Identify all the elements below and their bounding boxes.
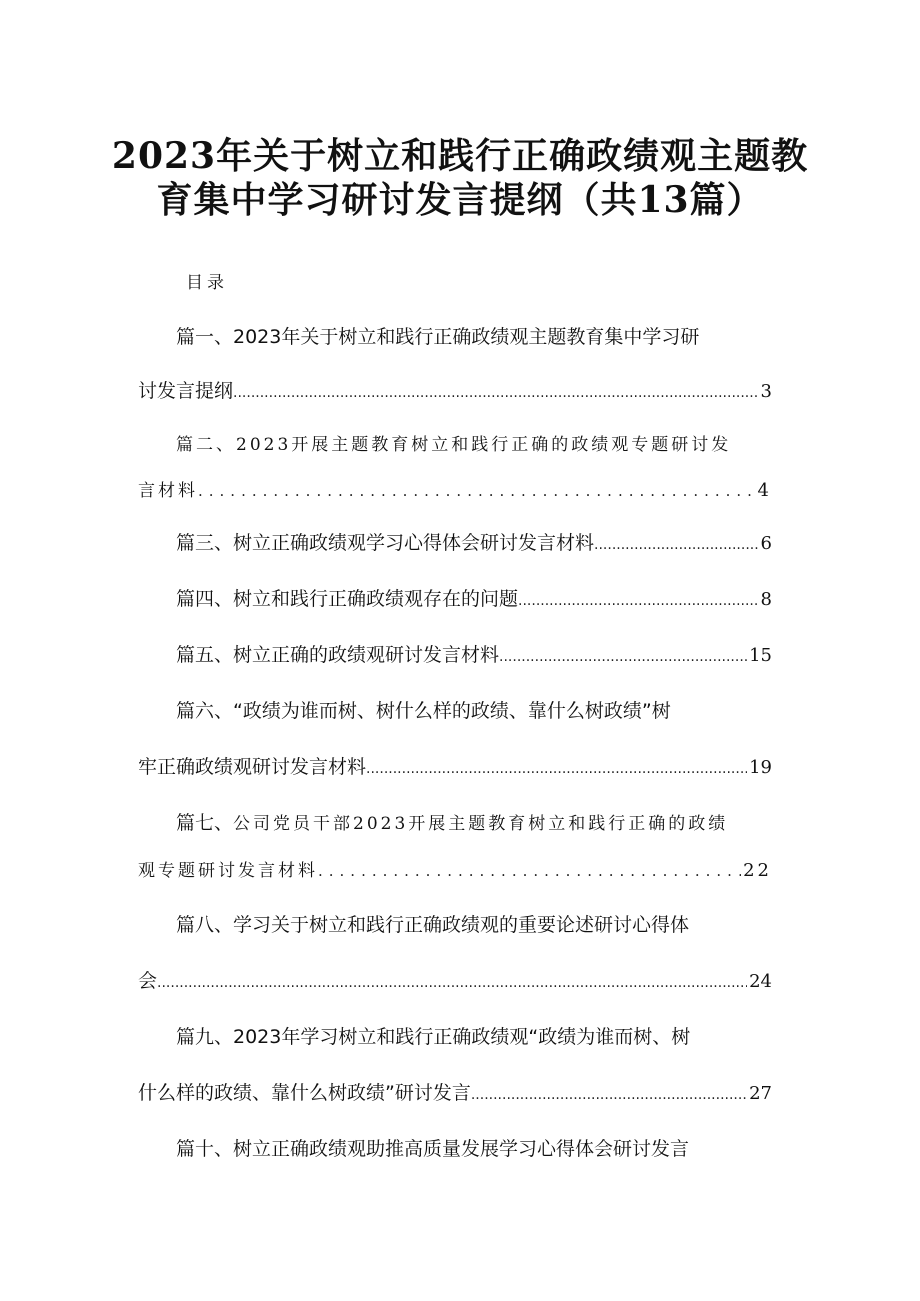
toc-entry-6-line-2[interactable] [138, 752, 772, 782]
toc-entry-text: 观专题研讨发言材料 [138, 861, 318, 881]
toc-entry-1-line-2[interactable] [138, 376, 772, 406]
toc-entry-7-line-2[interactable] [138, 856, 772, 886]
toc-entry-text: 言材料 [138, 481, 198, 501]
toc-entry-2-line-1: 篇二、2023开展主题教育树立和践行正确的政绩观专题研讨发 [176, 435, 732, 455]
toc-entry-6-line-1: 篇六、“政绩为谁而树、树什么样的政绩、靠什么树政绩”树 [176, 700, 671, 722]
toc-entry-prefix: 篇七、 [176, 812, 234, 834]
toc-leader-dots [157, 968, 747, 996]
toc-entry-9-line-1: 篇九、2023年学习树立和践行正确政绩观“政绩为谁而树、树 [176, 1026, 691, 1048]
toc-entry-7-line-1 [176, 808, 772, 838]
toc-leader-dots [366, 754, 747, 782]
document-title-line-2: 育集中学习研讨发言提纲（共13篇） [156, 179, 764, 221]
toc-leader-dots [198, 476, 756, 506]
toc-entry-5[interactable] [176, 640, 772, 670]
toc-page-number: 8 [760, 589, 772, 610]
toc-leader-dots [318, 856, 741, 886]
toc-page-number: 19 [749, 757, 772, 778]
toc-entry-text: 讨发言提纲 [138, 380, 234, 402]
toc-entry-text: 篇四、树立和践行正确政绩观存在的问题 [176, 588, 519, 610]
toc-entry-text: 会 [138, 970, 158, 992]
toc-page-number: 15 [749, 645, 772, 666]
toc-page-number: 4 [757, 480, 772, 501]
toc-page-number: 27 [749, 1083, 772, 1104]
toc-entry-9-line-2[interactable] [138, 1078, 772, 1108]
toc-entry-text: 牢正确政绩观研讨发言材料 [138, 756, 367, 778]
toc-heading: 目录 [186, 273, 228, 293]
toc-page-number: 6 [760, 533, 772, 554]
toc-entry-2-line-2[interactable] [138, 476, 772, 506]
toc-entry-3[interactable] [176, 528, 772, 558]
toc-entry-text: 公司党员干部2023开展主题教育树立和践行正确的政绩 [233, 814, 729, 834]
toc-entry-8-line-2[interactable] [138, 966, 772, 996]
toc-page-number: 22 [743, 860, 772, 881]
toc-leader-dots [471, 1080, 747, 1108]
toc-entry-text: 篇三、树立正确政绩观学习心得体会研讨发言材料 [176, 532, 595, 554]
toc-entry-4[interactable] [176, 584, 772, 614]
toc-page-number: 24 [749, 971, 772, 992]
toc-entry-1-line-1: 篇一、2023年关于树立和践行正确政绩观主题教育集中学习研 [176, 326, 700, 348]
toc-leader-dots [518, 586, 759, 614]
document-title-line-1: 2023年关于树立和践行正确政绩观主题教 [111, 135, 809, 177]
toc-page-number: 3 [760, 381, 772, 402]
toc-leader-dots [499, 642, 747, 670]
toc-leader-dots [233, 378, 759, 406]
toc-entry-10-line-1[interactable]: 篇十、树立正确政绩观助推高质量发展学习心得体会研讨发言 [176, 1138, 690, 1160]
toc-leader-dots [594, 530, 759, 558]
toc-entry-8-line-1: 篇八、学习关于树立和践行正确政绩观的重要论述研讨心得体 [176, 914, 690, 936]
toc-entry-text: 什么样的政绩、靠什么树政绩”研讨发言 [138, 1082, 471, 1104]
toc-entry-text: 篇五、树立正确的政绩观研讨发言材料 [176, 644, 500, 666]
